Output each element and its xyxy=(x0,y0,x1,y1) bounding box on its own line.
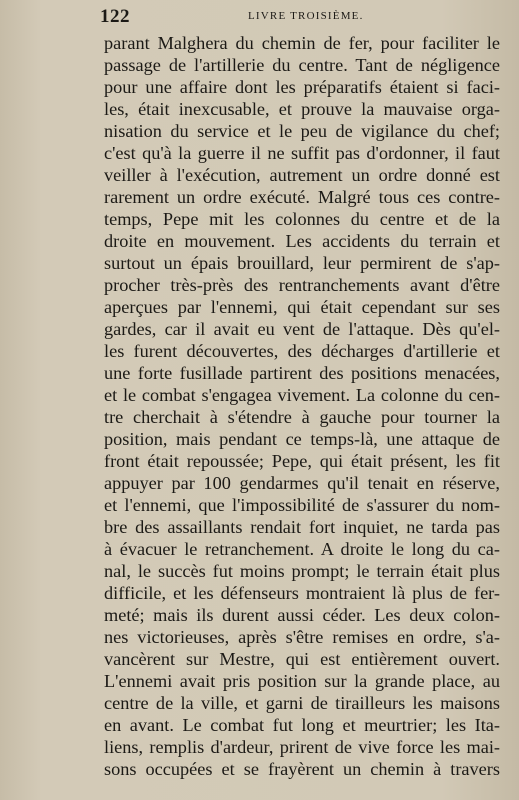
text-line: nisation du service et le peu de vigilance du chef; xyxy=(104,121,500,141)
body-text xyxy=(104,32,500,780)
running-title: LIVRE TROISIÈME. xyxy=(248,10,364,22)
text-line: tre cherchait à s'étendre à gauche pour tourner la xyxy=(104,407,500,427)
text-line: les, était inexcusable, et prouve la mauvaise orga- xyxy=(104,99,500,119)
text-line: surtout un épais brouillard, leur permirent de s'ap- xyxy=(104,253,500,273)
text-line: veiller à l'exécution, autrement un ordre donné est xyxy=(104,165,500,185)
text-line: sons occupées et se frayèrent un chemin à travers xyxy=(104,759,500,779)
text-line: parant Malghera du chemin de fer, pour faciliter le xyxy=(104,33,500,53)
text-line: meté; mais ils durent aussi céder. Les deux colon- xyxy=(104,605,500,625)
text-line: en avant. Le combat fut long et meurtrier; les Ita- xyxy=(104,715,500,735)
text-line: gardes, car il avait eu vent de l'attaque. Dès qu'el- xyxy=(104,319,500,339)
text-line: bre des assaillants rendait fort inquiet, ne tarda pas xyxy=(104,517,500,537)
text-line: vancèrent sur Mestre, qui est entièrement ouvert. xyxy=(104,649,500,669)
text-line: rarement un ordre exécuté. Malgré tous ces contre- xyxy=(104,187,500,207)
text-line: passage de l'artillerie du centre. Tant de négligence xyxy=(104,55,500,75)
text-line: liens, remplis d'ardeur, prirent de vive force les mai- xyxy=(104,737,500,757)
text-line: aperçues par l'ennemi, qui était cependant sur ses xyxy=(104,297,500,317)
text-line: c'est qu'à la guerre il ne suffit pas d'ordonner, il faut xyxy=(104,143,500,163)
running-head xyxy=(100,6,500,28)
text-line: à évacuer le retranchement. A droite le long du ca- xyxy=(104,539,500,559)
text-line: position, mais pendant ce temps-là, une attaque de xyxy=(104,429,500,449)
text-line: et le combat s'engagea vivement. La colonne du cen- xyxy=(104,385,500,405)
text-line: les furent découvertes, des décharges d'artillerie et xyxy=(104,341,500,361)
text-line: nal, le succès fut moins prompt; le terrain était plus xyxy=(104,561,500,581)
text-line: nes victorieuses, après s'être remises en ordre, s'a- xyxy=(104,627,500,647)
text-line: une forte fusillade partirent des positions menacées, xyxy=(104,363,500,383)
text-line: procher très-près des rentranchements avant d'être xyxy=(104,275,500,295)
text-line: pour une affaire dont les préparatifs étaient si faci- xyxy=(104,77,500,97)
text-line: centre de la ville, et garni de tirailleurs les maisons xyxy=(104,693,500,713)
page-number: 122 xyxy=(100,6,130,27)
text-line: droite en mouvement. Les accidents du terrain et xyxy=(104,231,500,251)
text-line: front était repoussée; Pepe, qui était présent, les fit xyxy=(104,451,500,471)
text-line: appuyer par 100 gendarmes qu'il tenait en réserve, xyxy=(104,473,500,493)
text-line: et l'ennemi, que l'impossibilité de s'assurer du nom- xyxy=(104,495,500,515)
text-line: temps, Pepe mit les colonnes du centre et de la xyxy=(104,209,500,229)
text-line: L'ennemi avait pris position sur la grande place, au xyxy=(104,671,500,691)
text-line: difficile, et les défenseurs montraient là plus de fer- xyxy=(104,583,500,603)
